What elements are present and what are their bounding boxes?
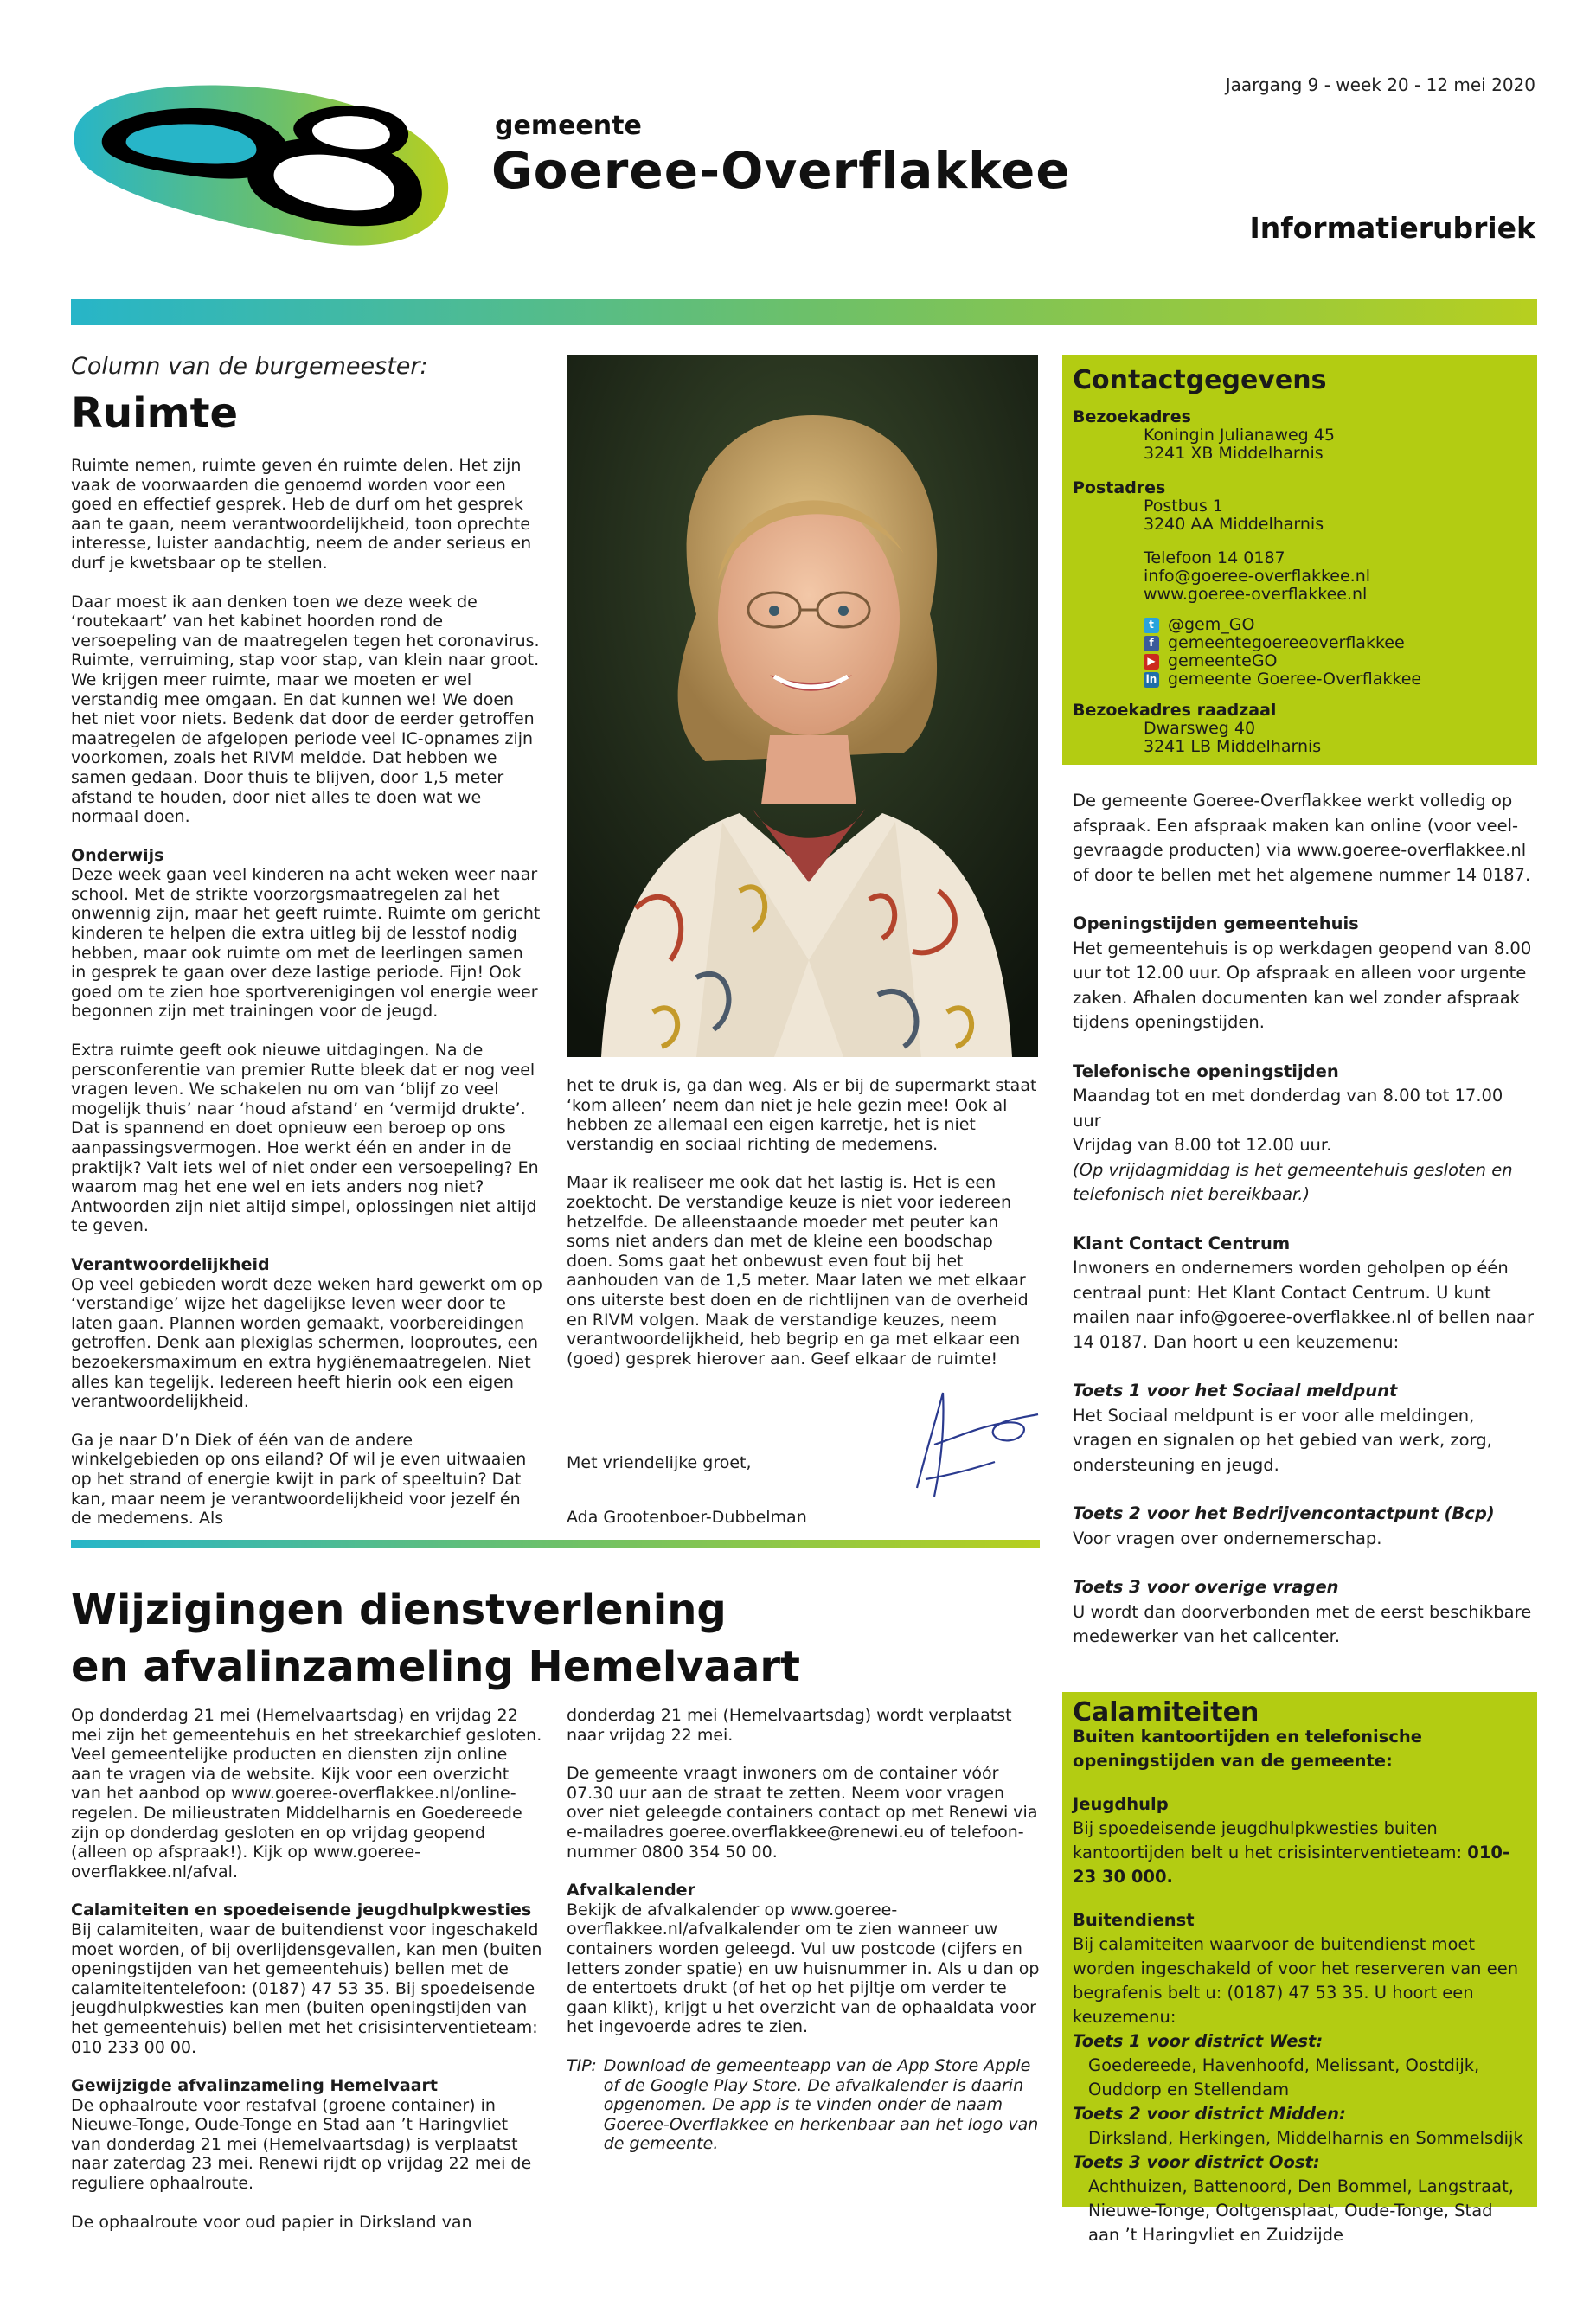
council-address-line: 3241 LB Middelharnis bbox=[1144, 737, 1322, 756]
app-tip bbox=[567, 2056, 1041, 2154]
article-title-line: en afvalinzameling Hemelvaart bbox=[71, 1643, 800, 1691]
district-places: Achthuizen, Battenoord, Den Bommel, Langstraat, Nieuwe-Tonge, Ooltgensplaat, Oude-Tonge, Stad aan ’t Haringvliet en Zuidzijde bbox=[1088, 2176, 1514, 2245]
social-label: gemeentegoereeoverflakkee bbox=[1168, 633, 1405, 652]
article-paragraph: De ophaalroute voor restafval (groene container) in Nieuwe-Tonge, Oude-Tonge en Stad aan ’t Haringvliet van donderdag 21 mei (Hemelvaartsdag) is verplaatst naar zaterdag 23 mei. Renewi rijdt op vrijdag 22 mei de reguliere ophaalroute. bbox=[71, 2095, 532, 2194]
contact-title: Contactgegevens bbox=[1073, 365, 1327, 395]
district-places: Dirksland, Herkingen, Middelharnis en Sommelsdijk bbox=[1088, 2128, 1523, 2148]
emergency-phone: 010-23 30 000. bbox=[1073, 1843, 1510, 1887]
column-subheading: Onderwijs bbox=[71, 845, 164, 865]
info-line: Vrijdag van 8.00 tot 12.00 uur. bbox=[1073, 1135, 1332, 1155]
visit-address-line: Koningin Julianaweg 45 bbox=[1144, 426, 1335, 445]
info-paragraph: Voor vragen over ondernemerschap. bbox=[1073, 1528, 1382, 1548]
emergency-heading: Buitendienst bbox=[1073, 1910, 1195, 1930]
website-link[interactable]: www.goeree-overflakkee.nl bbox=[1144, 585, 1368, 604]
column-paragraph: Deze week gaan veel kinderen na acht weken weer naar school. Met de strikte voorzorgsmaatregelen zal het onwennig zijn, maar het geeft ruimte. Ruimte om gericht kinderen te helpen die extra uitleg bij de lesstof nodig hebben, maar ook ruimte om met de leerlingen samen in gesprek te gaan over deze lastige periode. Fijn! Ook goed om te zien hoe sportverenigingen vol energie weer begonnen zijn met trainingen voor de jeugd. bbox=[71, 865, 541, 1022]
visit-address-line: 3241 XB Middelharnis bbox=[1144, 444, 1324, 463]
section-divider bbox=[71, 1540, 1040, 1548]
column-paragraph: Daar moest ik aan denken toen we deze week de ‘routekaart’ van het kabinet hoorden rond de versoepeling van de maatregelen tegen het coronavirus. Ruimte, verruiming, stap voor stap, van klein naar groot. We krijgen meer ruimte, maar we moeten er wel verstandig mee omgaan. En dat kunnen we! We doen het niet voor niets. Bedenk dat door de eerder getroffen maatregelen de afgelopen periode veel IC-opnames zijn voorkomen, zoals het RIVM meldde. Dat hebben we samen gedaan. Door thuis te blijven, door 1,5 meter afstand te houden, door niet alles te doen wat we normaal doen. bbox=[71, 592, 540, 827]
social-facebook[interactable] bbox=[1073, 634, 1527, 652]
info-paragraph: U wordt dan doorverbonden met de eerst beschikbare medewerker van het callcenter. bbox=[1073, 1601, 1532, 1646]
youtube-icon: ▶ bbox=[1144, 654, 1159, 670]
twitter-icon: t bbox=[1144, 618, 1159, 633]
info-paragraph: Inwoners en ondernemers worden geholpen op één centraal punt: Het Klant Contact Centrum. U kunt mailen naar info@goeree-overflakkee.nl of bellen naar 14 0187. Dan hoort u een keuzemenu: bbox=[1073, 1258, 1534, 1352]
postal-address-line: 3240 AA Middelharnis bbox=[1144, 515, 1324, 534]
social-linkedin[interactable] bbox=[1073, 670, 1527, 689]
brand-small: gemeente bbox=[495, 111, 642, 141]
article-title bbox=[71, 1581, 800, 1695]
section-label: Informatierubriek bbox=[1249, 211, 1535, 245]
menu-option-heading: Toets 1 voor het Sociaal meldpunt bbox=[1073, 1381, 1398, 1400]
postal-address-line: Postbus 1 bbox=[1144, 497, 1223, 516]
district-heading: Toets 2 voor district Midden: bbox=[1073, 2104, 1346, 2124]
visit-address-label: Bezoekadres bbox=[1073, 407, 1191, 426]
header-band bbox=[71, 299, 1537, 325]
info-paragraph: Het Sociaal meldpunt is er voor alle meldingen, vragen en signalen op het gebied van werk, zorg, ondersteuning en jeugd. bbox=[1073, 1405, 1492, 1475]
article-left-text bbox=[71, 1706, 542, 2251]
article-paragraph: Op donderdag 21 mei (Hemelvaartsdag) en vrijdag 22 mei zijn het gemeentehuis en het streekarchief gesloten. Veel gemeentelijke producten en diensten zijn online aan te vragen via de website. Kijk voor een overzicht van het aanbod op www.goeree-overflakkee.nl/online-regelen. De milieustraten Middelharnis en Goedereede zijn op donderdag gesloten en op vrijdag geopend (alleen op afspraak!). Kijk op www.goeree-overflakkee.nl/afval. bbox=[71, 1706, 542, 1881]
info-text bbox=[1073, 789, 1535, 1674]
postal-address-label: Postadres bbox=[1073, 478, 1166, 497]
district-heading: Toets 1 voor district West: bbox=[1073, 2031, 1324, 2051]
column-paragraph: Ruimte nemen, ruimte geven én ruimte delen. Het zijn vaak de voorwaarden die genoemd worden voor een goed en effectief gesprek. Heb de durf om het gesprek aan te gaan, neem verantwoordelijkheid, toon oprechte interesse, luister aandachtig, neem de ander serieus en durf je kwetsbaar op te stellen. bbox=[71, 456, 532, 573]
column-paragraph: Extra ruimte geeft ook nieuwe uitdagingen. Na de persconferentie van premier Rutte bleek dat er nog veel vragen leven. We schakelen nu om van ‘blijf zo veel mogelijk thuis’ naar ‘houd afstand’ en ‘vermijd drukte’. Dat is spannend en doet opnieuw een beroep op ons aanpassingsvermogen. Hoe werkt één en ander in de praktijk? Valt iets wel of niet onder een versoepeling? En waarom mag het ene wel en iets anders nog niet? Antwoorden zijn niet altijd simpel, oplossingen niet altijd te geven. bbox=[71, 1041, 539, 1236]
emergency-subtitle: Buiten kantoortijden en telefonische openingstijden van de gemeente: bbox=[1073, 1727, 1423, 1771]
article-subheading: Gewijzigde afvalinzameling Hemelvaart bbox=[71, 2076, 438, 2096]
menu-option-heading: Toets 2 voor het Bedrijvencontactpunt (Bcp) bbox=[1073, 1503, 1495, 1523]
article-paragraph: donderdag 21 mei (Hemelvaartsdag) wordt verplaatst naar vrijdag 22 mei. bbox=[567, 1706, 1012, 1745]
linkedin-icon: in bbox=[1144, 672, 1159, 688]
column-paragraph: het te druk is, ga dan weg. Als er bij de supermarkt staat ‘kom alleen’ neem dan niet je hele gezin mee! Ook al hebben ze allemaal een eigen karretje, het is niet verstandig en sociaal richting de medemens. bbox=[567, 1076, 1037, 1154]
closing-greeting: Met vriendelijke groet, bbox=[567, 1453, 752, 1472]
facebook-icon: f bbox=[1144, 636, 1159, 651]
author-name: Ada Grootenboer-Dubbelman bbox=[567, 1508, 807, 1527]
article-paragraph: Bekijk de afvalkalender op www.goeree-overflakkee.nl/afvalkalender om te zien wanneer uw containers worden geleegd. Vul uw postcode (cijfers en letters zonder spatie) en uw huisnummer in. Als u dan op de entertoets drukt (of het op het pijltje om verder te gaan klikt), krijgt u het overzicht van de ophaaldata voor het ingevoerde adres te zien. bbox=[567, 1900, 1040, 2037]
column-paragraph: Maar ik realiseer me ook dat het lastig is. Het is een zoektocht. De verstandige keuze is niet voor iedereen hetzelfde. De alleenstaande moeder met peuter kan soms niet anders dan met de kleine een boodschap doen. Soms gaat het onbewust even fout bij het aanhouden van de 1,5 meter. Maar laten we met elkaar ons uiterste best doen en de richtlijnen van de overheid en RIVM volgen. Maak de verstandige keuzes, neem verantwoordelijkheid, heb begrip en ga met elkaar een (goed) gesprek hierover aan. Geef elkaar de ruimte! bbox=[567, 1173, 1029, 1368]
district-heading: Toets 3 voor district Oost: bbox=[1073, 2152, 1320, 2172]
emergency-heading: Jeugdhulp bbox=[1073, 1794, 1169, 1814]
emergency-box bbox=[1062, 1692, 1537, 2245]
menu-option-heading: Toets 3 voor overige vragen bbox=[1073, 1577, 1339, 1597]
info-note: (Op vrijdagmiddag is het gemeentehuis gesloten en telefonisch niet bereikbaar.) bbox=[1073, 1159, 1513, 1204]
municipality-logo bbox=[67, 74, 457, 256]
social-label: gemeente Goeree-Overflakkee bbox=[1168, 670, 1422, 689]
article-subheading: Calamiteiten en spoedeisende jeugdhulpkwesties bbox=[71, 1900, 532, 1920]
emergency-title: Calamiteiten bbox=[1073, 1697, 1259, 1727]
social-youtube[interactable] bbox=[1073, 652, 1527, 670]
column-paragraph: Ga je naar D’n Diek of één van de andere winkelgebieden op ons eiland? Of wil je even uitwaaien op het strand of energie kwijt in park of speeltuin? Dat kan, maar neem je verantwoordelijkheid voor jezelf én de medemens. Als bbox=[71, 1430, 527, 1529]
column-title: Ruimte bbox=[71, 389, 239, 438]
info-heading: Klant Contact Centrum bbox=[1073, 1233, 1291, 1253]
issue-info: Jaargang 9 - week 20 - 12 mei 2020 bbox=[1225, 74, 1535, 95]
info-paragraph: Het gemeentehuis is op werkdagen geopend van 8.00 uur tot 12.00 uur. Op afspraak en alleen voor urgente zaken. Afhalen documenten kan wel zonder afspraak tijdens openingstijden. bbox=[1073, 938, 1532, 1032]
info-intro: De gemeente Goeree-Overflakkee werkt volledig op afspraak. Een afspraak maken kan online (voor veel-gevraagde producten) via www.goeree-overflakkee.nl of door te bellen met het algemene nummer 14 0187. bbox=[1073, 791, 1531, 885]
info-heading: Telefonische openingstijden bbox=[1073, 1061, 1339, 1081]
article-paragraph: Bij calamiteiten, waar de buitendienst voor ingeschakeld moet worden, of bij overlijdensgevallen, kan men (buiten openingstijden van het gemeentehuis) bellen met de calamiteitentelefoon: (0187) 47 53 35. Bij spoedeisende jeugdhulpkwesties kan men (buiten openingstijden van het gemeentehuis) bellen met het crisisinterventieteam: 010 233 00 00. bbox=[71, 1920, 542, 2057]
info-line: Maandag tot en met donderdag van 8.00 tot 17.00 uur bbox=[1073, 1086, 1503, 1131]
info-heading: Openingstijden gemeentehuis bbox=[1073, 913, 1359, 933]
social-twitter[interactable] bbox=[1073, 616, 1527, 634]
article-subheading: Afvalkalender bbox=[567, 1881, 695, 1900]
phone-number: Telefoon 14 0187 bbox=[1144, 548, 1285, 567]
council-address-line: Dwarsweg 40 bbox=[1144, 719, 1256, 738]
article-paragraph: De ophaalroute voor oud papier in Dirksland van bbox=[71, 2212, 472, 2232]
article-middle-text bbox=[567, 1706, 1041, 2154]
emergency-text: Bij spoedeisende jeugdhulpkwesties buiten kantoortijden belt u het crisisinterventieteam: bbox=[1073, 1818, 1463, 1862]
brand-title: Goeree-Overflakkee bbox=[491, 141, 1071, 200]
email-link[interactable]: info@goeree-overflakkee.nl bbox=[1144, 567, 1371, 586]
mayor-portrait bbox=[567, 355, 1038, 1057]
column-subheading: Verantwoordelijkheid bbox=[71, 1254, 270, 1274]
emergency-text: Bij calamiteiten waarvoor de buitendienst moet worden ingeschakeld of voor het reserveren van een begrafenis belt u: (0187) 47 53 35. U hoort een keuzemenu: bbox=[1073, 1934, 1519, 2027]
council-address-label: Bezoekadres raadzaal bbox=[1073, 701, 1277, 720]
social-label: @gem_GO bbox=[1168, 615, 1255, 634]
social-label: gemeenteGO bbox=[1168, 651, 1278, 670]
column-kicker: Column van de burgemeester: bbox=[71, 353, 428, 380]
article-paragraph: De gemeente vraagt inwoners om de container vóór 07.30 uur aan de straat te zetten. Neem voor vragen over niet geleegde containers contact op met Renewi via e-mailadres goeree.overflakkee@renewi.eu of telefoon-nummer 0800 354 50 00. bbox=[567, 1764, 1038, 1862]
tip-text: Download de gemeenteapp van de App Store Apple of de Google Play Store. De afvalkalender is daarin opgenomen. De app is te vinden onder de naam Goeree-Overflakkee en herkenbaar aan het logo van de gemeente. bbox=[603, 2055, 1039, 2154]
column-middle-text bbox=[567, 1076, 1041, 1388]
column-left-text bbox=[71, 456, 542, 1548]
tip-label: TIP: bbox=[567, 2055, 597, 2075]
district-places: Goedereede, Havenhoofd, Melissant, Oostdijk, Ouddorp en Stellendam bbox=[1088, 2055, 1480, 2099]
signature bbox=[891, 1375, 1047, 1505]
article-title-line: Wijzigingen dienstverlening bbox=[71, 1586, 727, 1634]
contact-box bbox=[1062, 355, 1537, 765]
column-paragraph: Op veel gebieden wordt deze weken hard gewerkt om op ‘verstandige’ wijze het dagelijkse leven weer door te laten gaan. Plannen worden gemaakt, voorbereidingen getroffen. Denk aan plexiglas schermen, looproutes, een bezoekersmaximum en extra hygiënemaatregelen. Niet alles kan tegelijk. Iedereen heeft hierin ook een eigen verantwoordelijkheid. bbox=[71, 1274, 542, 1412]
